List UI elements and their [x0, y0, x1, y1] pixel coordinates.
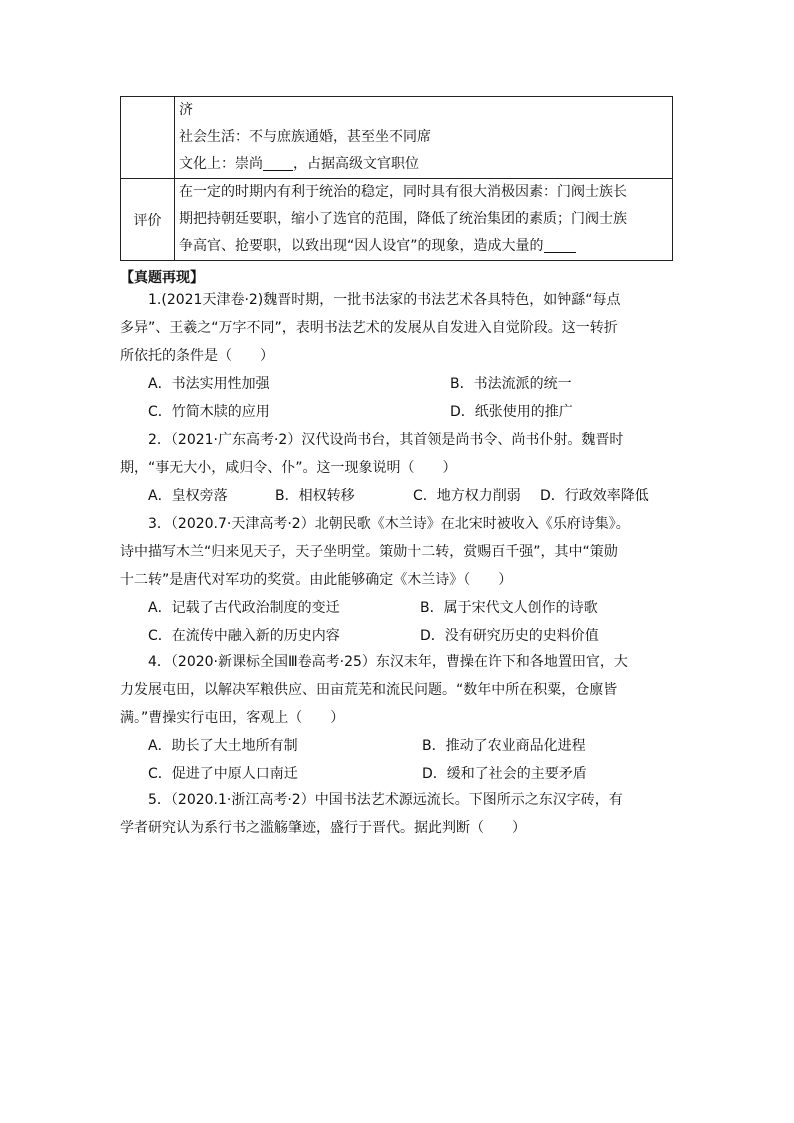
option-b[interactable]: B．相权转移	[275, 488, 355, 504]
option-row	[120, 760, 676, 788]
question-line: 十二转”是唐代对军功的奖赏。由此能够确定《木兰诗》（ ）	[120, 572, 513, 588]
option-b[interactable]: B．推动了农业商品化进程	[422, 738, 586, 754]
row-content	[175, 179, 673, 261]
evaluation-last-line	[179, 233, 668, 260]
table-text-line: 社会生活：不与庶族通婚，甚至坐不同席	[179, 129, 431, 145]
evaluation-last-text: 争高官、抢要职，以致出现“因人设官”的现象，造成大量的	[179, 238, 544, 254]
culture-suffix: ，占据高级文官职位	[293, 156, 419, 172]
option-row	[120, 732, 676, 760]
table-text-line: 济	[179, 102, 193, 118]
question-line: 4．（2020·新课标全国Ⅲ卷高考·25）东汉末年，曹操在许下和各地置田官，大	[148, 654, 628, 670]
option-d[interactable]: D．纸张使用的推广	[450, 404, 573, 420]
fill-blank	[263, 154, 293, 171]
option-b[interactable]: B．书法流派的统一	[450, 376, 572, 392]
table-row	[121, 179, 673, 261]
option-c[interactable]: C．地方权力削弱	[413, 488, 521, 504]
row-header-evaluation: 评价	[121, 179, 175, 261]
option-d[interactable]: D．没有研究历史的史料价值	[420, 628, 599, 644]
option-b[interactable]: B．属于宋代文人创作的诗歌	[420, 600, 598, 616]
option-row	[120, 398, 676, 426]
option-row	[120, 482, 676, 510]
question-line: 期，“事无大小，咸归令、仆”。这一现象说明（ ）	[120, 460, 457, 476]
question-line: 5．（2020.1·浙江高考·2）中国书法艺术源远流长。下图所示之东汉字砖，有	[148, 792, 623, 808]
option-row	[120, 594, 676, 622]
option-a[interactable]: A．书法实用性加强	[148, 376, 270, 392]
question-line: 力发展屯田，以解决军粮供应、田亩荒芜和流民问题。“数年中所在积粟，仓廪皆	[120, 682, 618, 698]
table-row	[121, 97, 673, 179]
option-c[interactable]: C．竹简木牍的应用	[148, 404, 270, 420]
option-a[interactable]: A．助长了大土地所有制	[148, 738, 298, 754]
table-text-line: 期把持朝廷要职，缩小了选官的范围，降低了统治集团的素质；门阀士族	[179, 211, 627, 227]
question-line: 满。”曹操实行屯田，客观上（ ）	[120, 710, 345, 726]
option-c[interactable]: C．在流传中融入新的历史内容	[148, 628, 340, 644]
option-d[interactable]: D．行政效率降低	[540, 488, 649, 504]
section-title: 【真题再现】	[120, 270, 204, 286]
question-line: 所依托的条件是（ ）	[120, 348, 274, 364]
table-text-line: 在一定的时期内有利于统治的稳定，同时具有很大消极因素：门阀士族长	[179, 184, 627, 200]
question-line: 2．（2021·广东高考·2）汉代设尚书台，其首领是尚书令、尚书仆射。魏晋时	[148, 432, 624, 448]
culture-prefix: 文化上：崇尚	[179, 156, 263, 172]
question-line: 诗中描写木兰“归来见天子，天子坐明堂。策勋十二转，赏赐百千强”，其中“策勋	[120, 544, 618, 560]
option-d[interactable]: D．缓和了社会的主要矛盾	[422, 766, 587, 782]
question-line: 学者研究认为系行书之滥觞肇迹，盛行于晋代。据此判断（ ）	[120, 820, 526, 836]
question-4	[120, 648, 676, 788]
row-header-empty	[121, 97, 175, 179]
question-line: 多异”、王羲之“万字不同”，表明书法艺术的发展从自发进入自觉阶段。这一转折	[120, 320, 618, 336]
question-5	[120, 786, 676, 842]
fill-blank	[544, 236, 576, 253]
culture-line	[179, 151, 668, 178]
row-content	[175, 97, 673, 179]
option-row	[120, 622, 676, 650]
option-row	[120, 370, 676, 398]
question-line: 3．（2020.7·天津高考·2）北朝民歌《木兰诗》在北宋时被收入《乐府诗集》。	[148, 516, 630, 532]
option-a[interactable]: A．记载了古代政治制度的变迁	[148, 600, 340, 616]
question-line: 1.(2021天津卷·2)魏晋时期，一批书法家的书法艺术各具特色，如钟繇“每点	[148, 292, 621, 308]
question-3	[120, 510, 676, 650]
option-c[interactable]: C．促进了中原人口南迁	[148, 766, 298, 782]
option-a[interactable]: A．皇权旁落	[148, 488, 228, 504]
selection-system-table	[120, 96, 673, 261]
question-1	[120, 286, 676, 426]
question-2	[120, 426, 676, 510]
